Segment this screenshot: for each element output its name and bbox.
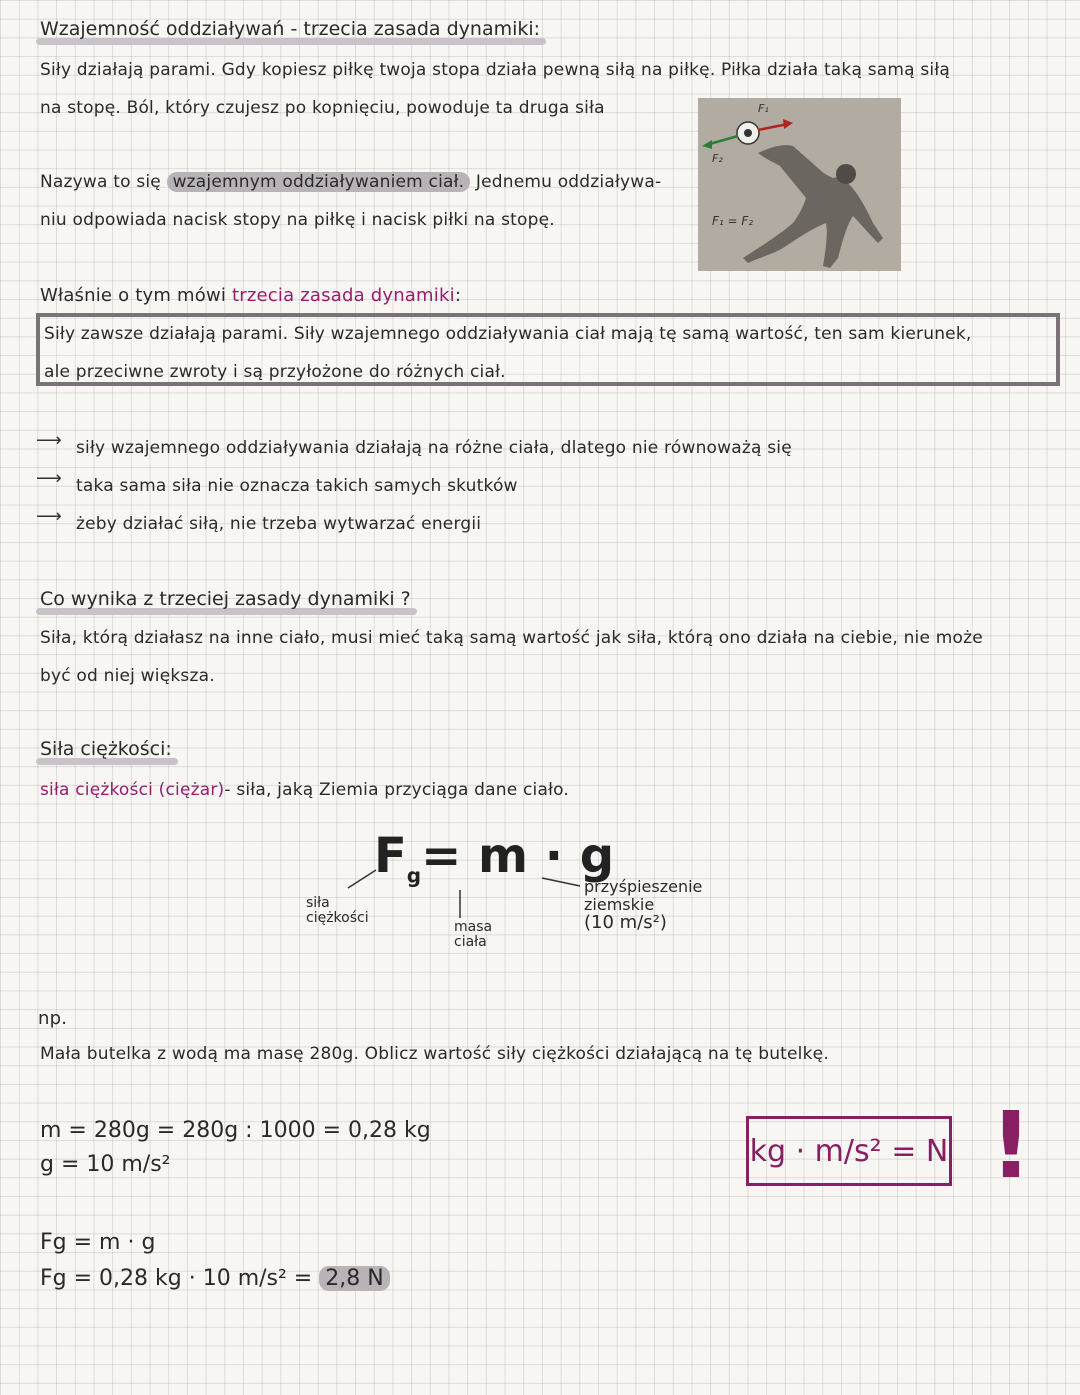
- bullet-item: taka sama siła nie oznacza takich samych skutków: [76, 476, 518, 496]
- label-mass: masa ciała: [454, 919, 493, 950]
- exclamation-icon: !: [990, 1092, 1032, 1199]
- text-line: być od niej większa.: [40, 666, 215, 686]
- arrow-icon: ⟶: [36, 430, 62, 451]
- force-label-f1: F₁: [758, 102, 769, 115]
- section-heading-gravity: Siła ciężkości:: [40, 738, 172, 760]
- law-text-line: ale przeciwne zwroty i są przyłożone do różnych ciał.: [44, 362, 506, 382]
- arrow-icon: ⟶: [36, 506, 62, 527]
- label-acceleration: przyśpieszenie ziemskie (10 m/s²): [584, 877, 703, 933]
- text-line: Nazywa to się wzajemnym oddziaływaniem ciał. Jednemu oddziaływa-: [40, 172, 662, 192]
- law-intro: Właśnie o tym mówi trzecia zasada dynamiki:: [40, 285, 462, 306]
- highlighted-term: wzajemnym oddziaływaniem ciał.: [167, 172, 471, 192]
- text-line: Siła, którą działasz na inne ciało, musi mieć taką samą wartość jak siła, którą ono działa na ciebie, nie może: [40, 628, 983, 648]
- gravity-formula: $F_g= m \cdot g$: [374, 828, 615, 888]
- bullet-item: żeby działać siłą, nie trzeba wytwarzać energii: [76, 514, 482, 534]
- mass-conversion: m = 280g = 280g : 1000 = 0,28 kg: [40, 1118, 431, 1143]
- arrow-icon: ⟶: [36, 468, 62, 489]
- example-label: np.: [38, 1008, 68, 1029]
- football-kick-figure: [698, 98, 901, 271]
- text-line: na stopę. Ból, który czujesz po kopnięciu, powoduje ta druga siła: [40, 98, 605, 118]
- force-equality-label: F₁ = F₂: [712, 214, 754, 228]
- g-value: g = 10 m/s²: [40, 1152, 171, 1177]
- calculation-line: Fg = 0,28 kg · 10 m/s² = 2,8 N: [40, 1266, 390, 1291]
- label-gravity-force: siła ciężkości: [306, 895, 369, 926]
- bullet-item: siły wzajemnego oddziaływania działają na różne ciała, dlatego nie równoważą się: [76, 438, 792, 458]
- formula-line: Fg = m · g: [40, 1230, 156, 1255]
- text-line: Siły działają parami. Gdy kopiesz piłkę twoja stopa działa pewną siłą na piłkę. Piłka działa taką samą siłą: [40, 60, 950, 80]
- result-highlight: 2,8 N: [319, 1266, 389, 1291]
- text-line: niu odpowiada nacisk stopy na piłkę i nacisk piłki na stopę.: [40, 210, 555, 230]
- law-text-line: Siły zawsze działają parami. Siły wzajemnego oddziaływania ciał mają tę samą wartość, ten sam kierunek,: [44, 324, 972, 344]
- gravity-definition: siła ciężkości (ciężar)- siła, jaką Ziemia przyciąga dane ciało.: [40, 780, 570, 800]
- unit-box: kg · m/s² = N: [746, 1116, 952, 1186]
- section-heading-mutual-interaction: Wzajemność oddziaływań - trzecia zasada dynamiki:: [40, 18, 540, 40]
- force-label-f2: F₂: [712, 152, 723, 165]
- example-task: Mała butelka z wodą ma masę 280g. Oblicz wartość siły ciężkości działającą na tę butelkę.: [40, 1044, 829, 1064]
- section-heading-consequence: Co wynika z trzeciej zasady dynamiki ?: [40, 588, 411, 610]
